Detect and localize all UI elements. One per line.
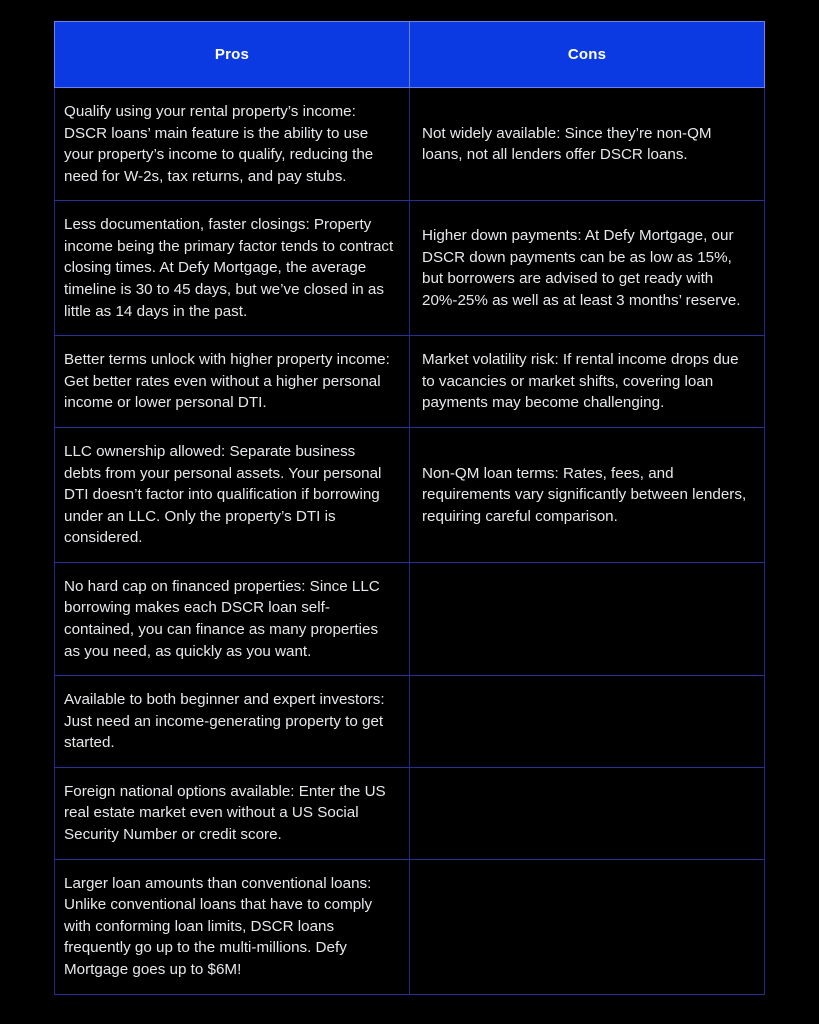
table-row	[55, 676, 765, 768]
cell-pros: LLC ownership allowed: Separate business debts from your personal assets. Your personal DTI doesn’t factor into qualification if borrowing under an LLC. Only the property’s DTI is considered.	[55, 427, 410, 562]
table-row	[55, 201, 765, 336]
cell-pros: No hard cap on financed properties: Since LLC borrowing makes each DSCR loan self-contained, you can finance as many properties as you need, as quickly as you want.	[55, 562, 410, 675]
column-header-pros: Pros	[55, 22, 410, 88]
cell-pros: Available to both beginner and expert investors: Just need an income-generating property to get started.	[55, 676, 410, 768]
cell-cons-empty	[410, 676, 765, 768]
cell-pros: Less documentation, faster closings: Property income being the primary factor tends to contract closing times. At Defy Mortgage, the average timeline is 30 to 45 days, but we’ve closed in as little as 14 days in the past.	[55, 201, 410, 336]
cell-cons: Market volatility risk: If rental income drops due to vacancies or market shifts, covering loan payments may become challenging.	[410, 336, 765, 428]
cell-cons-empty	[410, 562, 765, 675]
cell-pros: Larger loan amounts than conventional loans: Unlike conventional loans that have to comply with conforming loan limits, DSCR loans frequently go up to the multi-millions. Defy Mortgage goes up to $6M!	[55, 859, 410, 994]
cell-cons-empty	[410, 767, 765, 859]
table-body	[55, 88, 765, 995]
table-row	[55, 427, 765, 562]
cell-pros: Better terms unlock with higher property income: Get better rates even without a higher personal income or lower personal DTI.	[55, 336, 410, 428]
column-header-cons: Cons	[410, 22, 765, 88]
cell-cons: Not widely available: Since they’re non-QM loans, not all lenders offer DSCR loans.	[410, 88, 765, 201]
table-row	[55, 336, 765, 428]
table-row	[55, 88, 765, 201]
pros-cons-table	[54, 21, 765, 995]
table-header-row	[55, 22, 765, 88]
table-row	[55, 767, 765, 859]
cell-pros: Qualify using your rental property’s income: DSCR loans’ main feature is the ability to use your property’s income to qualify, reducing the need for W-2s, tax returns, and pay stubs.	[55, 88, 410, 201]
table-row	[55, 859, 765, 994]
pros-cons-table-container	[54, 21, 764, 995]
cell-cons: Higher down payments: At Defy Mortgage, our DSCR down payments can be as low as 15%, but borrowers are advised to get ready with 20%-25% as well as at least 3 months’ reserve.	[410, 201, 765, 336]
table-row	[55, 562, 765, 675]
table-header	[55, 22, 765, 88]
cell-pros: Foreign national options available: Enter the US real estate market even without a US Social Security Number or credit score.	[55, 767, 410, 859]
cell-cons-empty	[410, 859, 765, 994]
cell-cons: Non-QM loan terms: Rates, fees, and requirements vary significantly between lenders, requiring careful comparison.	[410, 427, 765, 562]
